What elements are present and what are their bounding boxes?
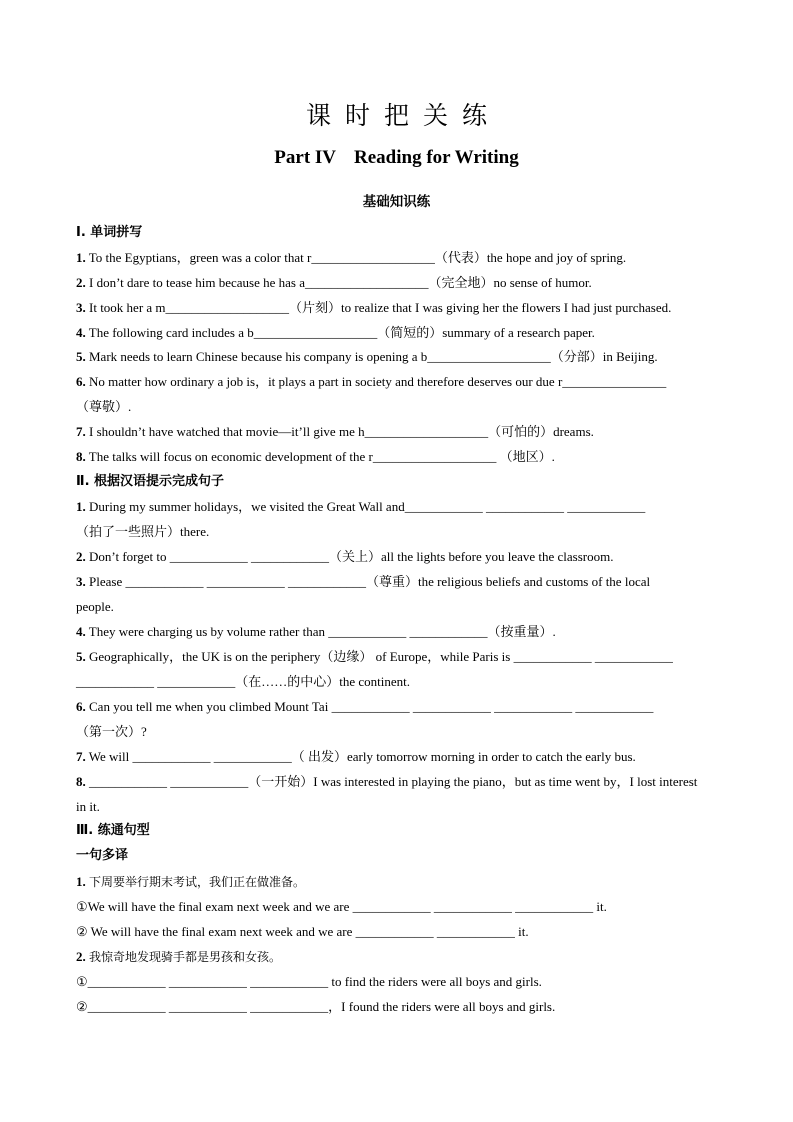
item-text: Geographically，the UK is on the periphery（边缘） of Europe，while Paris is ____________ ____________ <box>89 649 673 664</box>
s1-item-8 <box>76 448 555 466</box>
s2-item-6 <box>76 698 653 716</box>
item-text: 我惊奇地发现骑手都是男孩和女孩。 <box>89 950 282 964</box>
item-text: The following card includes a b___________________（简短的）summary of a research paper. <box>88 325 595 340</box>
s2-item-6-cont: （第一次）? <box>76 724 147 739</box>
s2-item-8-cont: in it. <box>76 799 100 814</box>
section2-heading: Ⅱ. 根据汉语提示完成句子 <box>76 474 225 489</box>
section3-heading: Ⅲ. 练通句型 <box>76 823 150 838</box>
item-text: Can you tell me when you climbed Mount Tai ____________ ____________ ____________ ____________ <box>89 699 654 714</box>
section-subhead: 基础知识练 <box>362 194 431 210</box>
s2-item-4 <box>76 623 556 641</box>
s2-item-1 <box>76 498 645 516</box>
item-number: 8. <box>76 774 86 789</box>
subtitle-name: Reading for Writing <box>354 147 519 168</box>
s3-q2-answer-2: ②____________ ____________ ____________，I found the riders were all boys and girls. <box>76 999 556 1014</box>
item-text: They were charging us by volume rather than ____________ ____________（按重量）. <box>88 624 556 639</box>
item-number: 2. <box>76 549 86 564</box>
s2-item-5-cont: ____________ ____________（在……的中心）the continent. <box>76 674 411 689</box>
item-text: I don’t dare to tease him because he has a___________________（完全地）no sense of humor. <box>89 275 592 290</box>
s1-item-6-cont: （尊敬）. <box>76 399 132 414</box>
s3-q1-answer-1: ①We will have the final exam next week and we are ____________ ____________ ____________ it. <box>76 899 607 914</box>
item-number: 2. <box>76 949 86 964</box>
item-number: 4. <box>76 325 86 340</box>
item-number: 7. <box>76 424 86 439</box>
item-text: 下周要举行期末考试，我们正在做准备。 <box>89 875 306 889</box>
item-text: Mark needs to learn Chinese because his company is opening a b___________________（分部）in Beijing. <box>89 349 658 364</box>
item-text: The talks will focus on economic development of the r___________________ （地区）. <box>88 449 555 464</box>
s3-q1-answer-2: ② We will have the final exam next week and we are ____________ ____________ it. <box>76 924 529 939</box>
item-number: 4. <box>76 624 86 639</box>
page-title: 课时把关练 <box>305 101 501 130</box>
item-number: 6. <box>76 374 86 389</box>
s2-item-2 <box>76 548 614 566</box>
item-text: Please ____________ ____________ ____________（尊重）the religious beliefs and customs of the local <box>89 574 651 589</box>
item-number: 8. <box>76 449 86 464</box>
s1-item-3 <box>76 299 671 317</box>
item-text: No matter how ordinary a job is，it plays a part in society and therefore deserves our due r________________ <box>89 374 667 389</box>
item-text: We will ____________ ____________（ 出发）early tomorrow morning in order to catch the early bus. <box>88 749 636 764</box>
section3-subheading: 一句多译 <box>76 848 129 863</box>
s2-item-3 <box>76 573 650 591</box>
s1-item-4 <box>76 324 595 342</box>
s3-question-1 <box>76 873 305 891</box>
item-number: 7. <box>76 749 86 764</box>
item-number: 1. <box>76 874 86 889</box>
s2-item-7 <box>76 748 636 766</box>
item-number: 5. <box>76 349 86 364</box>
item-number: 3. <box>76 574 86 589</box>
s3-q2-answer-1: ①____________ ____________ ____________ to find the riders were all boys and girls. <box>76 974 542 989</box>
s1-item-5 <box>76 348 658 366</box>
s1-item-1 <box>76 249 626 267</box>
s1-item-7 <box>76 423 594 441</box>
s2-item-1-cont: （拍了一些照片）there. <box>76 524 210 539</box>
s1-item-2 <box>76 274 592 292</box>
item-number: 2. <box>76 275 86 290</box>
item-text: I shouldn’t have watched that movie—it’ll give me h___________________（可怕的）dreams. <box>89 424 594 439</box>
page-subtitle <box>0 147 793 169</box>
section1-heading: Ⅰ. 单词拼写 <box>76 225 143 240</box>
item-text: During my summer holidays，we visited the Great Wall and____________ ____________ ____________ <box>89 499 646 514</box>
item-number: 1. <box>76 499 86 514</box>
s2-item-8 <box>76 773 697 791</box>
item-text: To the Egyptians，green was a color that r___________________（代表）the hope and joy of spring. <box>88 250 627 265</box>
item-text: It took her a m___________________（片刻）to realize that I was giving her the flowers I had just purchased. <box>89 300 672 315</box>
s2-item-5 <box>76 648 673 666</box>
item-number: 1. <box>76 250 86 265</box>
item-number: 6. <box>76 699 86 714</box>
s1-item-6 <box>76 373 666 391</box>
item-number: 5. <box>76 649 86 664</box>
item-text: Don’t forget to ____________ ____________（关上）all the lights before you leave the classroom. <box>89 549 614 564</box>
s3-question-2 <box>76 948 281 966</box>
item-number: 3. <box>76 300 86 315</box>
subtitle-part: Part IV <box>274 147 337 168</box>
s2-item-3-cont: people. <box>76 599 114 614</box>
item-text: ____________ ____________（一开始）I was interested in playing the piano，but as time went by，I lost interest <box>89 774 698 789</box>
